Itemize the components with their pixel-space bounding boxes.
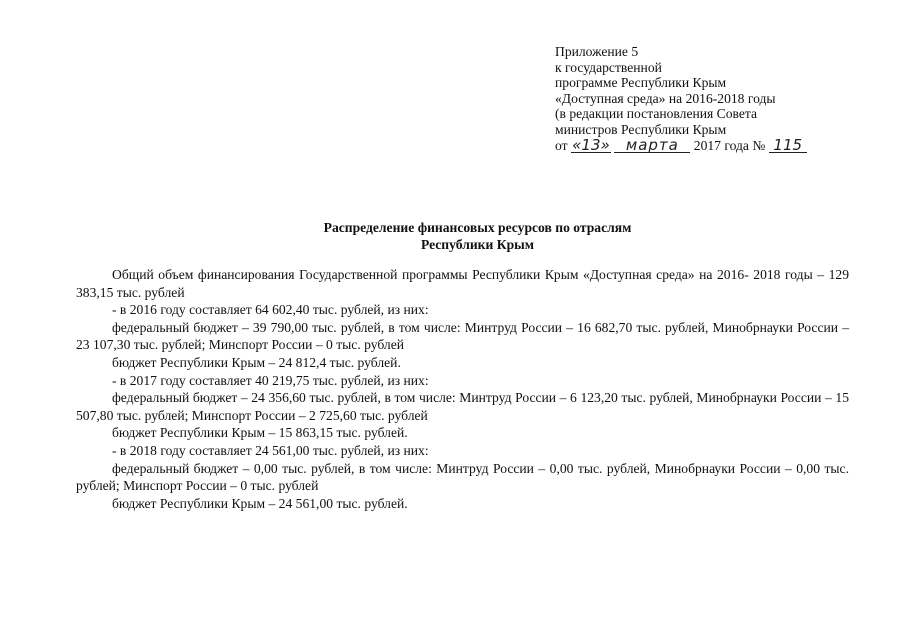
document-body: [76, 266, 849, 512]
annex-line-1: Приложение 5: [555, 44, 639, 59]
date-month-handwritten: марта: [614, 138, 690, 153]
year-2018-regional-paragraph: бюджет Республики Крым – 24 561,00 тыс. рублей.: [112, 495, 408, 511]
annex-line-4: «Доступная среда» на 2016-2018 годы: [555, 90, 776, 106]
document-number-handwritten: 115: [769, 138, 807, 153]
annex-line-5: (в редакции постановления Совета: [555, 106, 758, 122]
annex-line-3: программе Республики Крым: [555, 75, 727, 91]
total-financing-paragraph: Общий объем финансирования Государственной программы Республики Крым «Доступная среда» на 2016- 2018 годы – 129 383,15 тыс. рублей: [76, 267, 849, 300]
year-2017-regional-paragraph: бюджет Республики Крым – 15 863,15 тыс. рублей.: [112, 425, 408, 441]
year-2016-federal-paragraph: федеральный бюджет – 39 790,00 тыс. рублей, в том числе: Минтруд России – 16 682,70 тыс. рублей, Минобрнауки России – 23 107,30 тыс. рублей; Минспорт России – 0 тыс. рублей: [76, 319, 849, 353]
year-2018-federal-paragraph: федеральный бюджет – 0,00 тыс. рублей, в том числе: Минтруд России – 0,00 тыс. рублей, Минобрнауки России – 0,00 тыс. рублей; Минспорт России – 0 тыс. рублей: [76, 460, 849, 494]
annex-block: [555, 44, 895, 153]
date-day-handwritten: «13»: [572, 135, 610, 154]
annex-line-2: к государственной: [555, 59, 662, 75]
year-2017-federal-paragraph: федеральный бюджет – 24 356,60 тыс. рублей, в том числе: Минтруд России – 6 123,20 тыс. рублей, Минобрнауки России – 15 507,80 тыс. рублей; Минспорт России – 2 725,60 тыс. рублей: [76, 390, 849, 423]
date-year: 2017 года №: [693, 137, 766, 153]
title-line-1: Распределение финансовых ресурсов по отраслям: [323, 220, 632, 235]
year-2016-regional-paragraph: бюджет Республики Крым – 24 812,4 тыс. рублей.: [112, 354, 401, 370]
year-2018-paragraph: - в 2018 году составляет 24 561,00 тыс. рублей, из них:: [112, 442, 429, 458]
year-2016-paragraph: - в 2016 году составляет 64 602,40 тыс. рублей, из них:: [112, 302, 429, 318]
date-prefix: от: [555, 137, 568, 153]
document-title: [0, 219, 905, 253]
annex-line-6: министров Республики Крым: [555, 121, 727, 137]
year-2017-paragraph: - в 2017 году составляет 40 219,75 тыс. рублей, из них:: [112, 372, 429, 388]
title-line-2: Республики Крым: [420, 237, 535, 252]
annex-date-line: [555, 135, 895, 154]
